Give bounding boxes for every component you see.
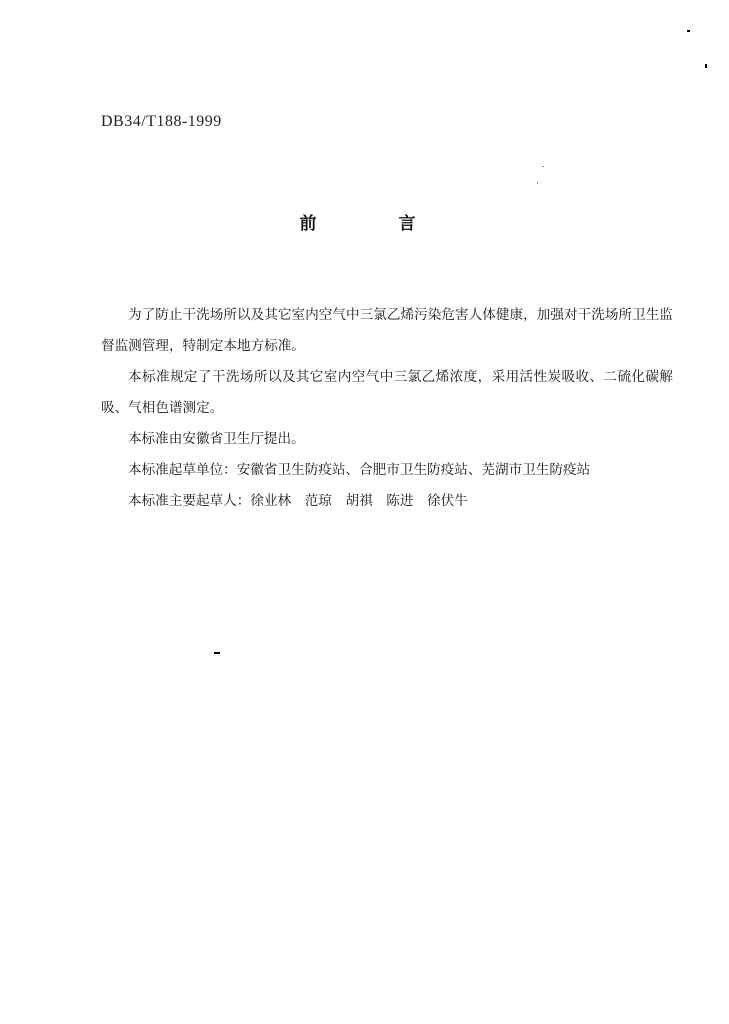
scan-speck [537,182,538,184]
paragraph-purpose: 为了防止干洗场所以及其它室内空气中三氯乙烯污染危害人体健康，加强对干洗场所卫生监督监测管理，特制定本地方标准。 [101,307,673,354]
paragraph-drafting-units: 本标准起草单位：安徽省卫生防疫站、合肥市卫生防疫站、芜湖市卫生防疫站 [128,462,591,478]
scan-speck [214,652,220,654]
scan-speck [687,30,690,32]
page-title: 前 言 [299,214,454,234]
paragraph-scope: 本标准规定了干洗场所以及其它室内空气中三氯乙烯浓度，采用活性炭吸收、二硫化碳解吸、气相色谱测定。 [101,369,673,416]
paragraph-proposer: 本标准由安徽省卫生厅提出。 [128,431,305,447]
paragraph-drafters: 本标准主要起草人：徐业林 范琼 胡祺 陈进 徐伏牛 [128,493,468,509]
standard-code: DB34/T188-1999 [101,113,222,130]
scan-speck [705,64,707,68]
scan-speck [542,166,544,167]
foreword-body [101,300,673,517]
